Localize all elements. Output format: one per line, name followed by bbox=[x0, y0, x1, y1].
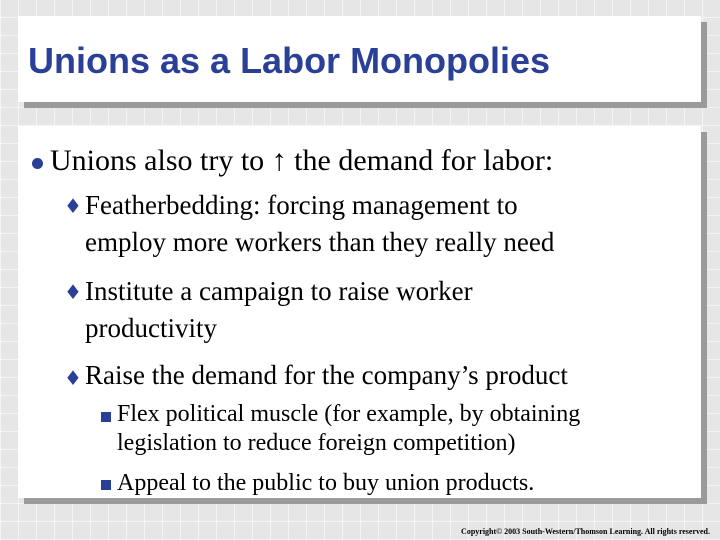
sub-bullet-2-line-1: Institute a campaign to raise worker bbox=[85, 276, 473, 306]
up-arrow-icon: ↑ bbox=[271, 144, 287, 177]
sub-bullet-2-line-2: productivity bbox=[85, 313, 217, 343]
sub-bullet-3-line-1: Raise the demand for the company’s product bbox=[85, 360, 568, 390]
main-bullet-text bbox=[50, 144, 553, 178]
sub-bullet-1-line-2: employ more workers than they really need bbox=[85, 227, 555, 257]
square-bullet-icon bbox=[101, 480, 111, 490]
content-box bbox=[18, 126, 701, 498]
diamond-bullet-icon: ♦ bbox=[64, 194, 82, 218]
sub-sub-bullet-2-line-1: Appeal to the public to buy union products. bbox=[117, 470, 535, 496]
copyright-notice: Copyright© 2003 South-Western/Thomson Learning. All rights reserved. bbox=[461, 527, 710, 536]
diamond-bullet-icon: ♦ bbox=[64, 280, 82, 304]
slide-title: Unions as a Labor Monopolies bbox=[28, 40, 551, 81]
square-bullet-icon bbox=[101, 412, 111, 422]
main-bullet-text-after: the demand for labor: bbox=[286, 144, 554, 177]
sub-bullet-1-line-1: Featherbedding: forcing management to bbox=[85, 190, 518, 220]
sub-sub-bullet-1-line-1: Flex political muscle (for example, by obtaining bbox=[117, 401, 581, 427]
main-bullet-text-before: Unions also try to bbox=[50, 144, 272, 177]
round-bullet-icon bbox=[32, 158, 43, 169]
diamond-bullet-icon: ♦ bbox=[64, 366, 82, 390]
sub-sub-bullet-1-line-2: legislation to reduce foreign competition) bbox=[117, 430, 516, 456]
title-box bbox=[18, 16, 701, 102]
